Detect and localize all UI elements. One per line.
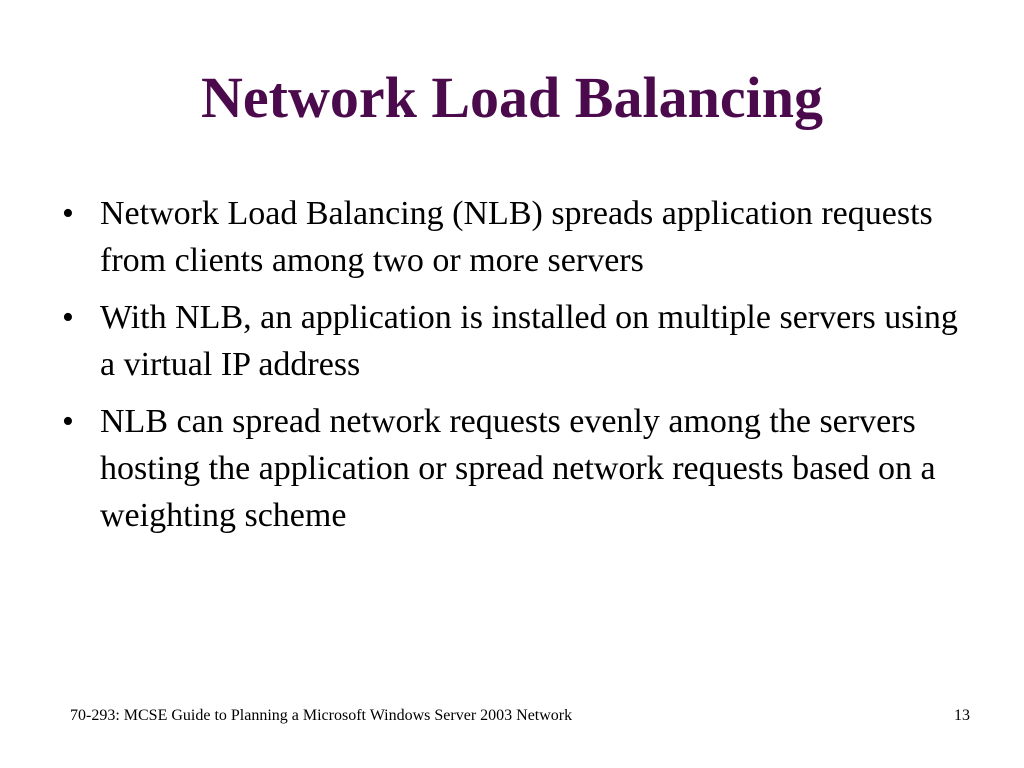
bullet-text: With NLB, an application is installed on multiple servers using a virtual IP address [100, 299, 958, 383]
bullet-list [62, 190, 962, 549]
bullet-item [62, 294, 962, 388]
bullet-icon: • [62, 403, 74, 440]
bullet-text: Network Load Balancing (NLB) spreads application requests from clients among two or more servers [100, 195, 933, 279]
bullet-item [62, 190, 962, 284]
slide-title: Network Load Balancing [201, 65, 823, 130]
bullet-text: NLB can spread network requests evenly among the servers hosting the application or spread network requests based on a weighting scheme [100, 403, 936, 534]
bullet-item [62, 398, 962, 539]
page-number: 13 [954, 707, 970, 724]
bullet-icon: • [62, 195, 74, 232]
footer-course-title: 70-293: MCSE Guide to Planning a Microsoft Windows Server 2003 Network [70, 707, 573, 724]
bullet-icon: • [62, 299, 74, 336]
